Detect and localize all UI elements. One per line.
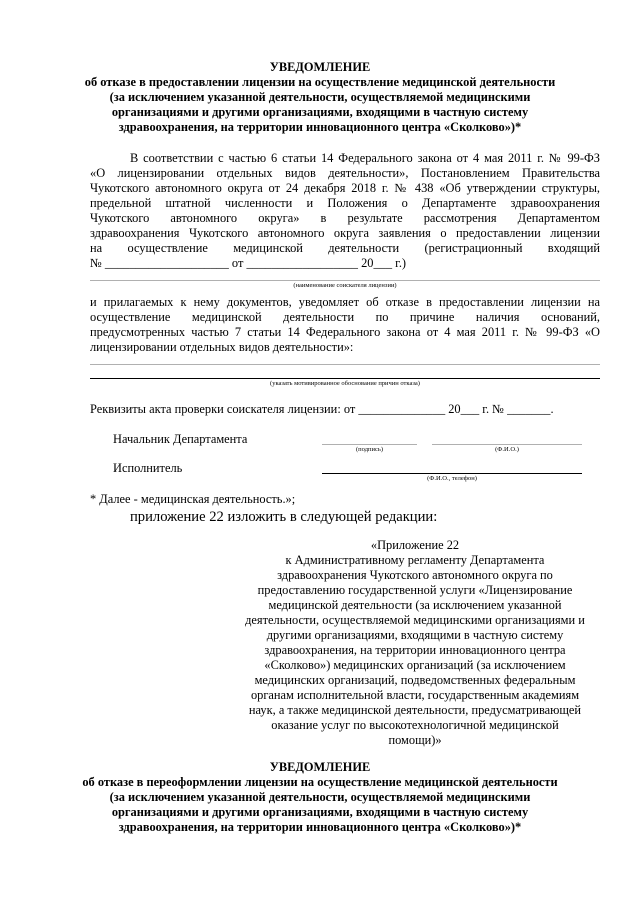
fio-line bbox=[432, 444, 582, 445]
notice-title: УВЕДОМЛЕНИЕ bbox=[269, 60, 371, 74]
instruction-text: приложение 22 изложить в следующей редакции: bbox=[130, 509, 438, 525]
reason-caption: (указать мотивированное обоснование причин отказа) bbox=[270, 380, 420, 387]
appendix-line: другими организациями, входящими в частную систему bbox=[266, 628, 564, 642]
body-line: здравоохранения Чукотского автономного округа заявления о предоставлении лицензии bbox=[90, 226, 600, 240]
body2-line: предусмотренных частью 7 статьи 14 Федерального закона от 4 мая 2011 г. № 99-ФЗ «О bbox=[90, 325, 600, 339]
inspection-line: Реквизиты акта проверки соискателя лицензии: от ______________ 20___ г. № _______. bbox=[90, 402, 554, 416]
notice2-subtitle-line: здравоохранения, на территории инновационного центра «Сколково»)* bbox=[118, 820, 522, 834]
body-line: «О лицензировании отдельных видов деятельности», Постановлением Правительства bbox=[90, 166, 600, 180]
body-line: предельной штатной численности и Положения о Департаменте здравоохранения bbox=[90, 196, 600, 210]
signature-caption: (подпись) bbox=[356, 446, 383, 453]
appendix-line: «Сколково») медицинских организаций (за исключением bbox=[264, 658, 566, 672]
notice-subtitle-line: здравоохранения, на территории инновационного центра «Сколково»)* bbox=[118, 120, 522, 134]
notice-subtitle-line: об отказе в предоставлении лицензии на осуществление медицинской деятельности bbox=[84, 75, 556, 89]
registration-line: № ____________________ от __________________ 20___ г.) bbox=[90, 256, 407, 270]
appendix-line: медицинских организаций, подведомственных федеральным bbox=[254, 673, 576, 687]
appendix-line: помощи)» bbox=[388, 733, 442, 747]
executor-label: Исполнитель bbox=[113, 461, 183, 475]
footnote: * Далее - медицинская деятельность.»; bbox=[90, 492, 296, 506]
appendix-line: органам исполнительной власти, государственным академиям bbox=[250, 688, 580, 702]
appendix-line: здравоохранения Чукотского автономного округа по bbox=[277, 568, 553, 582]
applicant-name-line bbox=[90, 280, 600, 281]
executor-caption: (Ф.И.О., телефон) bbox=[427, 475, 477, 482]
body-line: Чукотского автономного округа от 24 декабря 2018 г. № 438 «Об утверждении структуры, bbox=[90, 181, 600, 195]
body2-line: и прилагаемых к нему документов, уведомляет об отказе в предоставлении лицензии на bbox=[90, 295, 600, 309]
appendix-line: деятельности, осуществляемой медицинскими организациями и bbox=[245, 613, 585, 627]
body2-line: лицензировании отдельных видов деятельности»: bbox=[90, 340, 354, 354]
executor-line bbox=[322, 473, 582, 474]
appendix-line: медицинской деятельности (за исключением указанной bbox=[268, 598, 562, 612]
notice2-subtitle-line: об отказе в переоформлении лицензии на осуществление медицинской деятельности bbox=[82, 775, 558, 789]
signature-line bbox=[322, 444, 417, 445]
applicant-caption: (наименование соискателя лицензии) bbox=[293, 282, 397, 289]
body2-line: осуществление медицинской деятельности по причине наличия оснований, bbox=[90, 310, 600, 324]
body-line: на осуществление медицинской деятельности (регистрационный входящий bbox=[90, 241, 600, 255]
appendix-line: предоставлению государственной услуги «Лицензирование bbox=[257, 583, 573, 597]
appendix-line: наук, а также медицинской деятельности, предусматривающей bbox=[248, 703, 582, 717]
fio-caption: (Ф.И.О.) bbox=[495, 446, 519, 453]
reason-line bbox=[90, 378, 600, 379]
appendix-line: к Административному регламенту Департамента bbox=[285, 553, 545, 567]
head-label: Начальник Департамента bbox=[113, 432, 248, 446]
reason-line bbox=[90, 364, 600, 365]
appendix-line: «Приложение 22 bbox=[370, 538, 460, 552]
notice2-subtitle-line: организациями и другими организациями, входящими в частную систему bbox=[111, 805, 529, 819]
body-line: В соответствии с частью 6 статьи 14 Федерального закона от 4 мая 2011 г. № 99-ФЗ bbox=[130, 151, 600, 165]
appendix-line: здравоохранения, на территории инновационного центра bbox=[264, 643, 566, 657]
notice2-title: УВЕДОМЛЕНИЕ bbox=[269, 760, 371, 774]
notice-subtitle-line: организациями и другими организациями, входящими в частную систему bbox=[111, 105, 529, 119]
appendix-line: оказание услуг по высокотехнологичной медицинской bbox=[271, 718, 559, 732]
body-line: Чукотского автономного округа» в результате рассмотрения Департаментом bbox=[90, 211, 600, 225]
notice2-subtitle-line: (за исключением указанной деятельности, осуществляемой медицинскими bbox=[109, 790, 531, 804]
notice-subtitle-line: (за исключением указанной деятельности, осуществляемой медицинскими bbox=[109, 90, 531, 104]
